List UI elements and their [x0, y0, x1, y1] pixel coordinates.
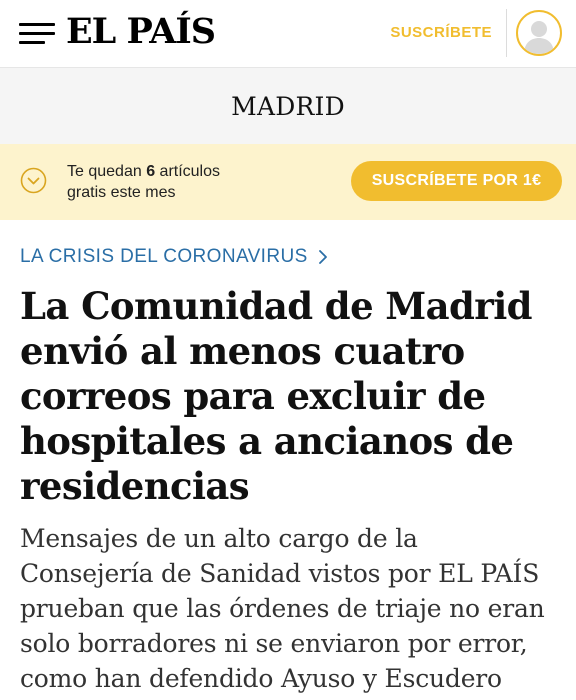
- subscribe-link[interactable]: SUSCRÍBETE: [390, 24, 492, 41]
- site-header: [0, 0, 576, 68]
- articles-remaining-suffix: artículos: [155, 163, 221, 180]
- site-logo[interactable]: EL PAÍS: [66, 11, 216, 52]
- paywall-banner: [0, 144, 576, 220]
- kicker-label: LA CRISIS DEL CORONAVIRUS: [20, 246, 308, 267]
- section-bar: [0, 68, 576, 144]
- chevron-down-circle-icon[interactable]: [20, 167, 47, 194]
- subscribe-button[interactable]: SUSCRÍBETE POR 1€: [351, 161, 562, 201]
- articles-remaining-prefix: Te quedan: [67, 163, 147, 180]
- hamburger-menu-icon[interactable]: [19, 23, 55, 45]
- header-divider: [506, 9, 507, 57]
- user-avatar-icon[interactable]: [516, 10, 562, 56]
- section-title[interactable]: MADRID: [231, 91, 345, 121]
- article-kicker[interactable]: [20, 244, 556, 270]
- articles-remaining-count: 6: [146, 163, 156, 180]
- articles-remaining-text: [67, 161, 220, 203]
- articles-remaining-line2: gratis este mes: [67, 184, 176, 201]
- article-subheadline: Mensajes de un alto cargo de la Consejería de Sanidad vistos por EL PAÍS prueban que las órdenes de triaje no eran solo borradores ni se enviaron por error, como han defendido Ayuso y Escudero: [20, 524, 545, 693]
- article: [0, 244, 576, 696]
- chevron-right-icon: [318, 249, 328, 265]
- article-headline: La Comunidad de Madrid envió al menos cuatro correos para excluir de hospitales a ancianos de residencias: [20, 284, 532, 508]
